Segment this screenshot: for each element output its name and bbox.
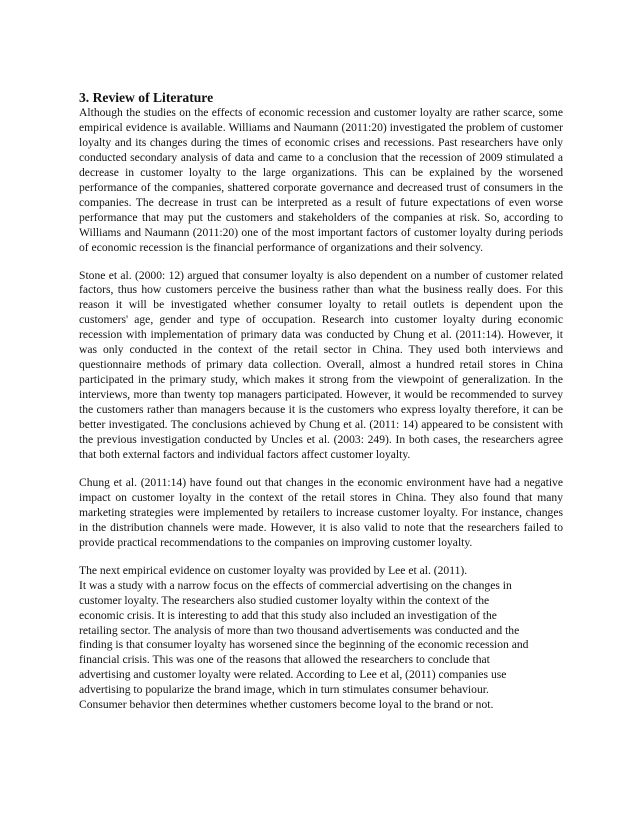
paragraph-williams-naumann: Although the studies on the effects of economic recession and customer loyalty are rather scarce, some empirical evidence is available. Williams and Naumann (2011:20) investigated the problem of customer loyalty and its changes during the times of economic crises and recessions. Past researchers have only conducted secondary analysis of data and came to a conclusion that the recession of 2009 stimulated a decrease in customer loyalty to the large organizations. This can be explained by the worsened performance of the companies, shattered corporate governance and decreased trust of consumers in the companies. The decrease in trust can be interpreted as a result of future expectations of even worse performance that may put the customers and stakeholders of the companies at risk. So, according to Williams and Naumann (2011:20) one of the most important factors of customer loyalty during periods of economic recession is the financial performance of organizations and their solvency.: [79, 106, 563, 254]
text-line: The next empirical evidence on customer loyalty was provided by Lee et al. (2011).: [79, 563, 468, 577]
text-line: economic crisis. It is interesting to add that this study also included an investigation of the: [79, 608, 497, 622]
text-line: advertising and customer loyalty were related. According to Lee et al, (2011) companies use: [79, 668, 507, 682]
text-line: advertising to popularize the brand image, which in turn stimulates consumer behaviour.: [79, 683, 489, 697]
text-line: finding is that consumer loyalty has worsened since the beginning of the economic recession and: [79, 638, 529, 652]
text-line: customer loyalty. The researchers also studied customer loyalty within the context of the: [79, 593, 490, 607]
section-heading: 3. Review of Literature: [79, 90, 214, 105]
paragraph-lee-advertising: [79, 564, 563, 714]
text-line: financial crisis. This was one of the reasons that allowed the researchers to conclude that: [79, 653, 490, 667]
document-page: [79, 90, 563, 726]
text-line: Consumer behavior then determines whether customers become loyal to the brand or not.: [79, 698, 494, 712]
paragraph-chung-findings: Chung et al. (2011:14) have found out that changes in the economic environment have had a negative impact on customer loyalty in the context of the retail stores in China. They also found that many marketing strategies were implemented by retailers to increase customer loyalty. For instance, changes in the distribution channels were made. However, it is also valid to note that the researchers failed to provide practical recommendations to the companies on improving customer loyalty.: [79, 475, 563, 549]
text-line: It was a study with a narrow focus on the effects of commercial advertising on the changes in: [79, 578, 512, 592]
paragraph-stone-chung: Stone et al. (2000: 12) argued that consumer loyalty is also dependent on a number of customer related factors, thus how customers perceive the business rather than what the business really does. For this reason it will be investigated whether consumer loyalty to retail outlets is dependent upon the customers' age, gender and type of occupation. Research into customer loyalty during economic recession with implementation of primary data was conducted by Chung et al. (2011:14). However, it was only conducted in the context of the retail sector in China. They used both interviews and questionnaire methods of primary data collection. Overall, almost a hundred retail stores in China participated in the primary study, which makes it strong from the viewpoint of generalization. In the interviews, more than twenty top managers participated. However, it would be recommended to survey the customers rather than managers because it is the customers who express loyalty therefore, it can be better investigated. The conclusions achieved by Chung et al. (2011: 14) appeared to be consistent with the previous investigation conducted by Uncles et al. (2003: 249). In both cases, the researchers agree that both external factors and individual factors affect customer loyalty.: [79, 268, 563, 461]
text-line: retailing sector. The analysis of more than two thousand advertisements was conducted and the: [79, 623, 520, 637]
